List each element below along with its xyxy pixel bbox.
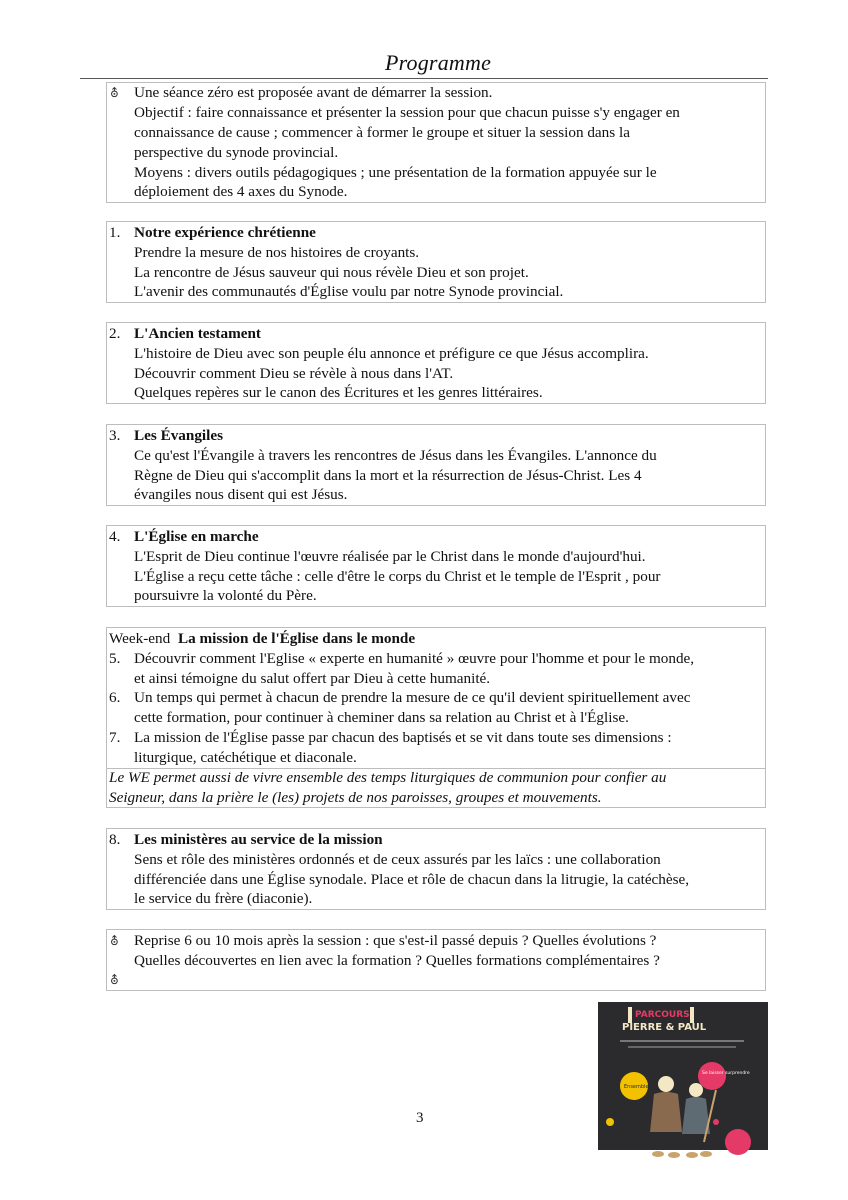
weekend-line: liturgique, catéchétique et diaconale. bbox=[134, 749, 357, 766]
section-number: 1. bbox=[109, 224, 121, 241]
weekend-title bbox=[109, 629, 415, 649]
cover-badge-right bbox=[698, 1062, 726, 1090]
intro-line: déploiement des 4 axes du Synode. bbox=[134, 183, 348, 200]
item-number: 5. bbox=[109, 650, 121, 667]
intro-line: connaissance de cause ; commencer à former le groupe et situer la session dans la bbox=[134, 124, 630, 141]
cover-bar-icon bbox=[690, 1007, 694, 1023]
section-line: Sens et rôle des ministères ordonnés et de ceux assurés par les laïcs : une collaboration bbox=[134, 851, 661, 868]
cover-bar-icon bbox=[628, 1007, 632, 1023]
section-box-8 bbox=[106, 828, 766, 910]
parcours-cover-image bbox=[598, 1002, 768, 1162]
cover-dot-yellow bbox=[606, 1118, 614, 1126]
section-number: 3. bbox=[109, 427, 121, 444]
page-number: 3 bbox=[416, 1110, 424, 1126]
section-line: poursuivre la volonté du Père. bbox=[134, 587, 317, 604]
cover-badge-left-label: Ensemble bbox=[624, 1084, 649, 1090]
weekend-note-line: Seigneur, dans la prière le (les) projets de nos paroisses, groupes et mouvements. bbox=[109, 789, 602, 806]
section-box-1 bbox=[106, 221, 766, 303]
section-line: Découvrir comment Dieu se révèle à nous dans l'AT. bbox=[134, 365, 454, 382]
section-line: Règne de Dieu qui s'accomplit dans la mort et la résurrection de Jésus-Christ. Les 4 bbox=[134, 467, 642, 484]
figure-body-icon bbox=[650, 1092, 682, 1132]
weekend-note-line: Le WE permet aussi de vivre ensemble des temps liturgiques de communion pour confier au bbox=[109, 769, 667, 786]
reprise-line: Quelles découvertes en lien avec la formation ? Quelles formations complémentaires ? bbox=[134, 952, 660, 969]
section-line: L'Esprit de Dieu continue l'œuvre réalisée par le Christ dans le monde d'aujourd'hui. bbox=[134, 548, 646, 565]
weekend-box bbox=[106, 627, 766, 808]
section-heading: Notre expérience chrétienne bbox=[134, 224, 316, 241]
weekend-line: Découvrir comment l'Eglise « experte en humanité » œuvre pour l'homme et pour le monde, bbox=[134, 650, 695, 667]
intro-line: perspective du synode provincial. bbox=[134, 144, 339, 161]
section-heading: Les Évangiles bbox=[134, 427, 224, 444]
bullet-marker-icon: ⛢ bbox=[110, 973, 119, 987]
weekend-line: Un temps qui permet à chacun de prendre la mesure de ce qu'il devient spirituellement avec bbox=[134, 689, 691, 706]
reprise-line: Reprise 6 ou 10 mois après la session : que s'est-il passé depuis ? Quelles évolutions ? bbox=[134, 932, 657, 949]
section-line: L'histoire de Dieu avec son peuple élu annonce et préfigure ce que Jésus accomplira. bbox=[134, 345, 649, 362]
cover-dot-pink bbox=[725, 1129, 751, 1155]
intro-line: Une séance zéro est proposée avant de démarrer la session. bbox=[134, 84, 493, 101]
figure-body-icon bbox=[682, 1097, 710, 1134]
intro-line: Objectif : faire connaissance et présenter la session pour que chacun puisse s'y engager en bbox=[134, 104, 680, 121]
section-number: 2. bbox=[109, 325, 121, 342]
item-number: 6. bbox=[109, 689, 121, 706]
weekend-line: et ainsi témoigne du salut offert par Dieu à cette humanité. bbox=[134, 670, 491, 687]
section-line: L'avenir des communautés d'Église voulu par notre Synode provincial. bbox=[134, 283, 564, 300]
section-line: La rencontre de Jésus sauveur qui nous révèle Dieu et son projet. bbox=[134, 264, 529, 281]
weekend-line: La mission de l'Église passe par chacun des baptisés et se vit dans toute ses dimensions : bbox=[134, 729, 672, 746]
figure-head-icon bbox=[658, 1076, 674, 1092]
reprise-box bbox=[106, 929, 766, 991]
section-line: Prendre la mesure de nos histoires de croyants. bbox=[134, 244, 420, 261]
section-box-2 bbox=[106, 322, 766, 404]
cover-subtitle-stripe bbox=[620, 1040, 744, 1042]
section-heading: L'Ancien testament bbox=[134, 325, 261, 342]
section-line: le service du frère (diaconie). bbox=[134, 890, 313, 907]
section-box-4 bbox=[106, 525, 766, 607]
bullet-marker-icon: ⛢ bbox=[110, 934, 119, 948]
weekend-prefix: Week-end bbox=[109, 630, 171, 647]
weekend-heading: La mission de l'Église dans le monde bbox=[177, 630, 416, 647]
section-line: différenciée dans une Église synodale. Place et rôle de chacun dans la litrugie, la catéchèse, bbox=[134, 871, 690, 888]
weekend-line: cette formation, pour continuer à cheminer dans sa relation au Christ et à l'Église. bbox=[134, 709, 629, 726]
cover-title-line1: PARCOURS bbox=[635, 1010, 690, 1020]
item-number: 7. bbox=[109, 729, 121, 746]
section-number: 8. bbox=[109, 831, 121, 848]
cover-subtitle-stripe bbox=[628, 1046, 736, 1048]
section-line: Quelques repères sur le canon des Écritures et les genres littéraires. bbox=[134, 384, 543, 401]
section-heading: L'Église en marche bbox=[134, 528, 259, 545]
title-rule bbox=[80, 78, 768, 79]
section-number: 4. bbox=[109, 528, 121, 545]
cover-badge-right-label: Se laisser surprendre bbox=[702, 1071, 750, 1076]
section-heading: Les ministères au service de la mission bbox=[134, 831, 383, 848]
cover-dot-pink-small bbox=[713, 1119, 719, 1125]
intro-line: Moyens : divers outils pédagogiques ; une présentation de la formation appuyée sur le bbox=[134, 164, 657, 181]
page-title: Programme bbox=[384, 50, 492, 75]
cover-title-line2: PIERRE & PAUL bbox=[622, 1022, 707, 1033]
section-box-3 bbox=[106, 424, 766, 506]
bullet-marker-icon: ⛢ bbox=[110, 86, 119, 100]
section-line: Ce qu'est l'Évangile à travers les rencontres de Jésus dans les Évangiles. L'annonce du bbox=[134, 447, 657, 464]
section-line: L'Église a reçu cette tâche : celle d'être le corps du Christ et le temple de l'Esprit , pour bbox=[134, 568, 661, 585]
intro-box bbox=[106, 82, 766, 203]
section-line: évangiles nous disent qui est Jésus. bbox=[134, 486, 348, 503]
feet-icon bbox=[652, 1151, 712, 1158]
figure-head-icon bbox=[689, 1083, 703, 1097]
